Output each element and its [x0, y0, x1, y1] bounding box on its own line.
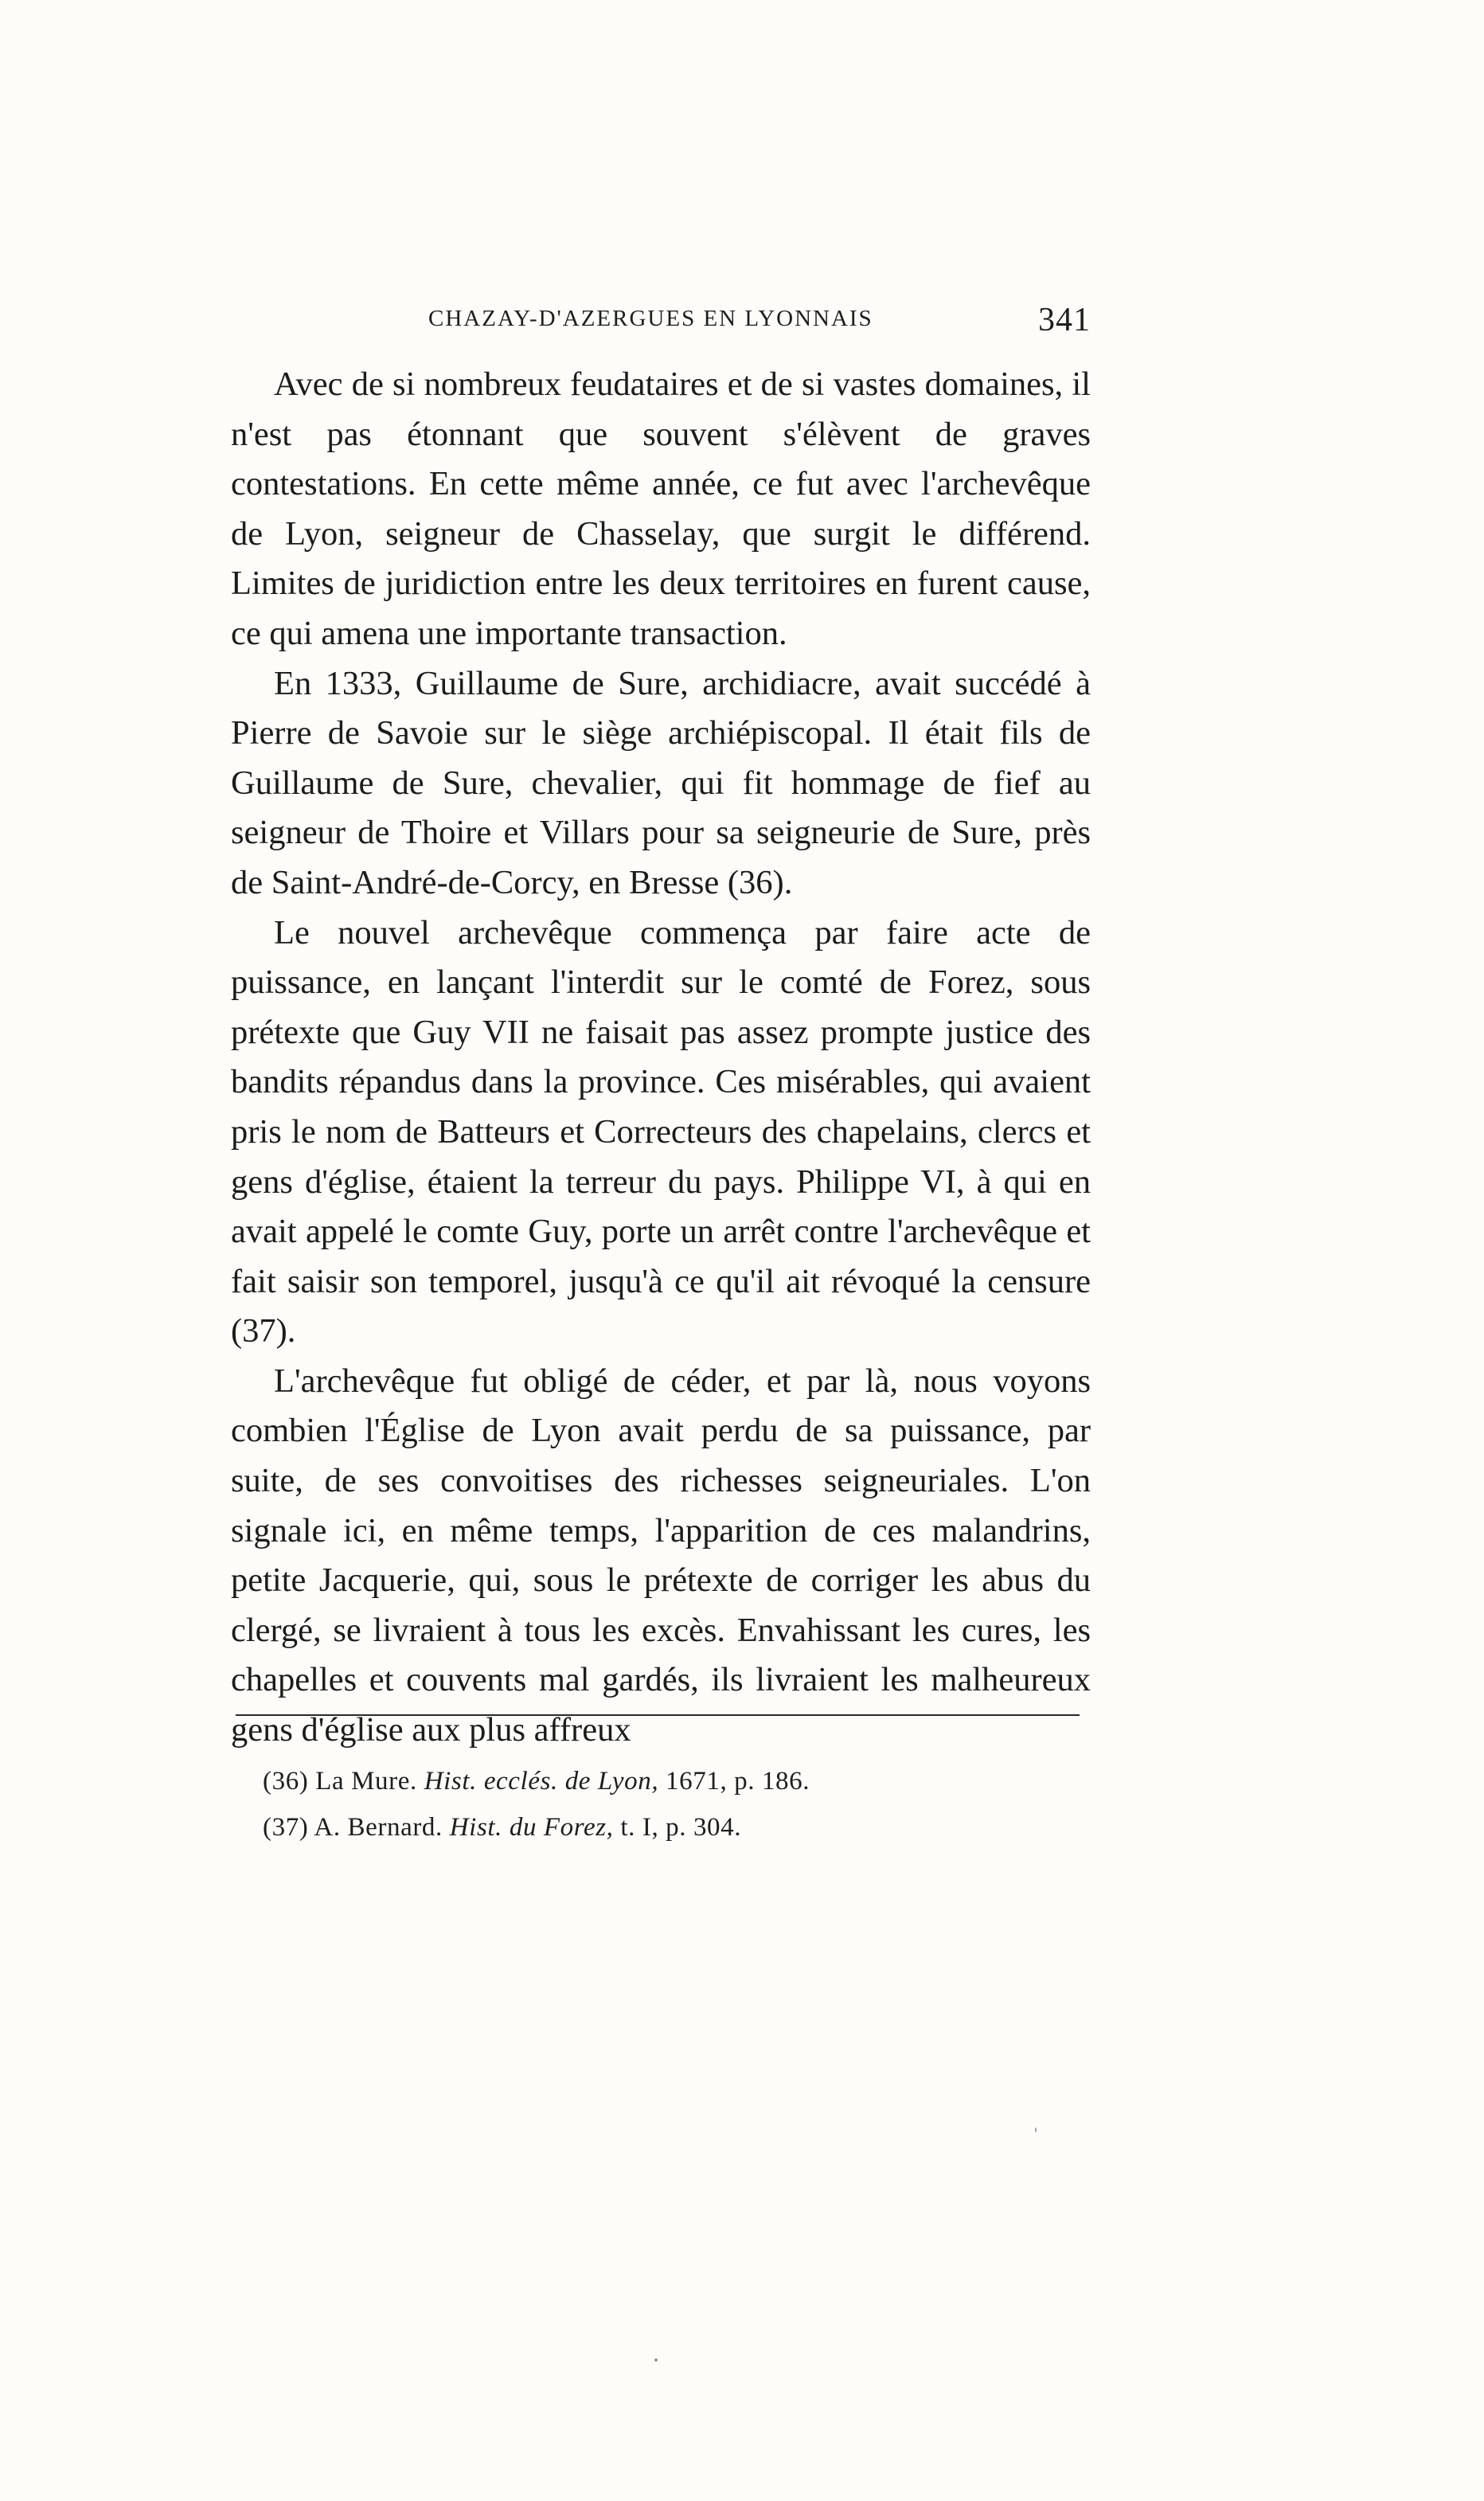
- footnote-divider: [236, 1714, 1080, 1716]
- footnote-details: t. I, p. 304.: [620, 1813, 742, 1842]
- paragraph: L'archevêque fut obligé de céder, et par là, nous voyons combien l'Église de Lyon avait perdu de sa puissance, par suite, de ses convoitises des richesses seigneuriales. L'on signale ici, en même temps, l'apparition de ces malandrins, petite Jacquerie, qui, sous le prétexte de corriger les abus du clergé, se livraient à tous les excès. Envahissant les cures, les chapelles et couvents mal gardés, ils livraient les malheureux gens d'église aux plus affreux: [231, 1362, 1091, 1749]
- footnote-details: 1671, p. 186.: [666, 1767, 810, 1796]
- footnote-item: [263, 1758, 1075, 1804]
- footnote-author: La Mure.: [315, 1767, 417, 1796]
- footnotes: [263, 1758, 1075, 1850]
- paper-speck: [1035, 2128, 1037, 2132]
- footnote-number: (36): [263, 1767, 309, 1796]
- footnote-number: (37): [263, 1813, 309, 1842]
- running-head: [231, 302, 1091, 346]
- paper-speck: [654, 2358, 658, 2362]
- paragraph: Le nouvel archevêque commença par faire acte de puissance, en lançant l'interdit sur le comté de Forez, sous prétexte que Guy VII ne faisait pas assez prompte justice des bandits répandus dans la province. Ces misérables, qui avaient pris le nom de Batteurs et Correcteurs des chapelains, clercs et gens d'église, étaient la terreur du pays. Philippe VI, à qui en avait appelé le comte Guy, porte un arrêt contre l'archevêque et fait saisir son temporel, jusqu'à ce qu'il ait révoqué la censure (37).: [231, 913, 1091, 1350]
- running-title: CHAZAY-D'AZERGUES EN LYONNAIS: [428, 306, 873, 331]
- page-number: 341: [1038, 302, 1091, 338]
- footnote-title: Hist. ecclés. de Lyon,: [424, 1767, 659, 1796]
- footnote-author: A. Bernard.: [314, 1813, 443, 1842]
- paragraph: Avec de si nombreux feudataires et de si vastes domaines, il n'est pas étonnant que souvent s'élèvent de graves contestations. En cette même année, ce fut avec l'archevêque de Lyon, seigneur de Chasselay, que surgit le différend. Limites de juridiction entre les deux territoires en furent cause, ce qui amena une importante transaction.: [231, 365, 1091, 652]
- footnote-title: Hist. du Forez,: [449, 1813, 614, 1842]
- paragraph: En 1333, Guillaume de Sure, archidiacre, avait succédé à Pierre de Savoie sur le siège archiépiscopal. Il était fils de Guillaume de Sure, chevalier, qui fit hommage de fief au seigneur de Thoire et Villars pour sa seigneurie de Sure, près de Saint-André-de-Corcy, en Bresse (36).: [231, 664, 1091, 901]
- body-text: [231, 360, 1091, 1756]
- footnote-item: [263, 1804, 1075, 1850]
